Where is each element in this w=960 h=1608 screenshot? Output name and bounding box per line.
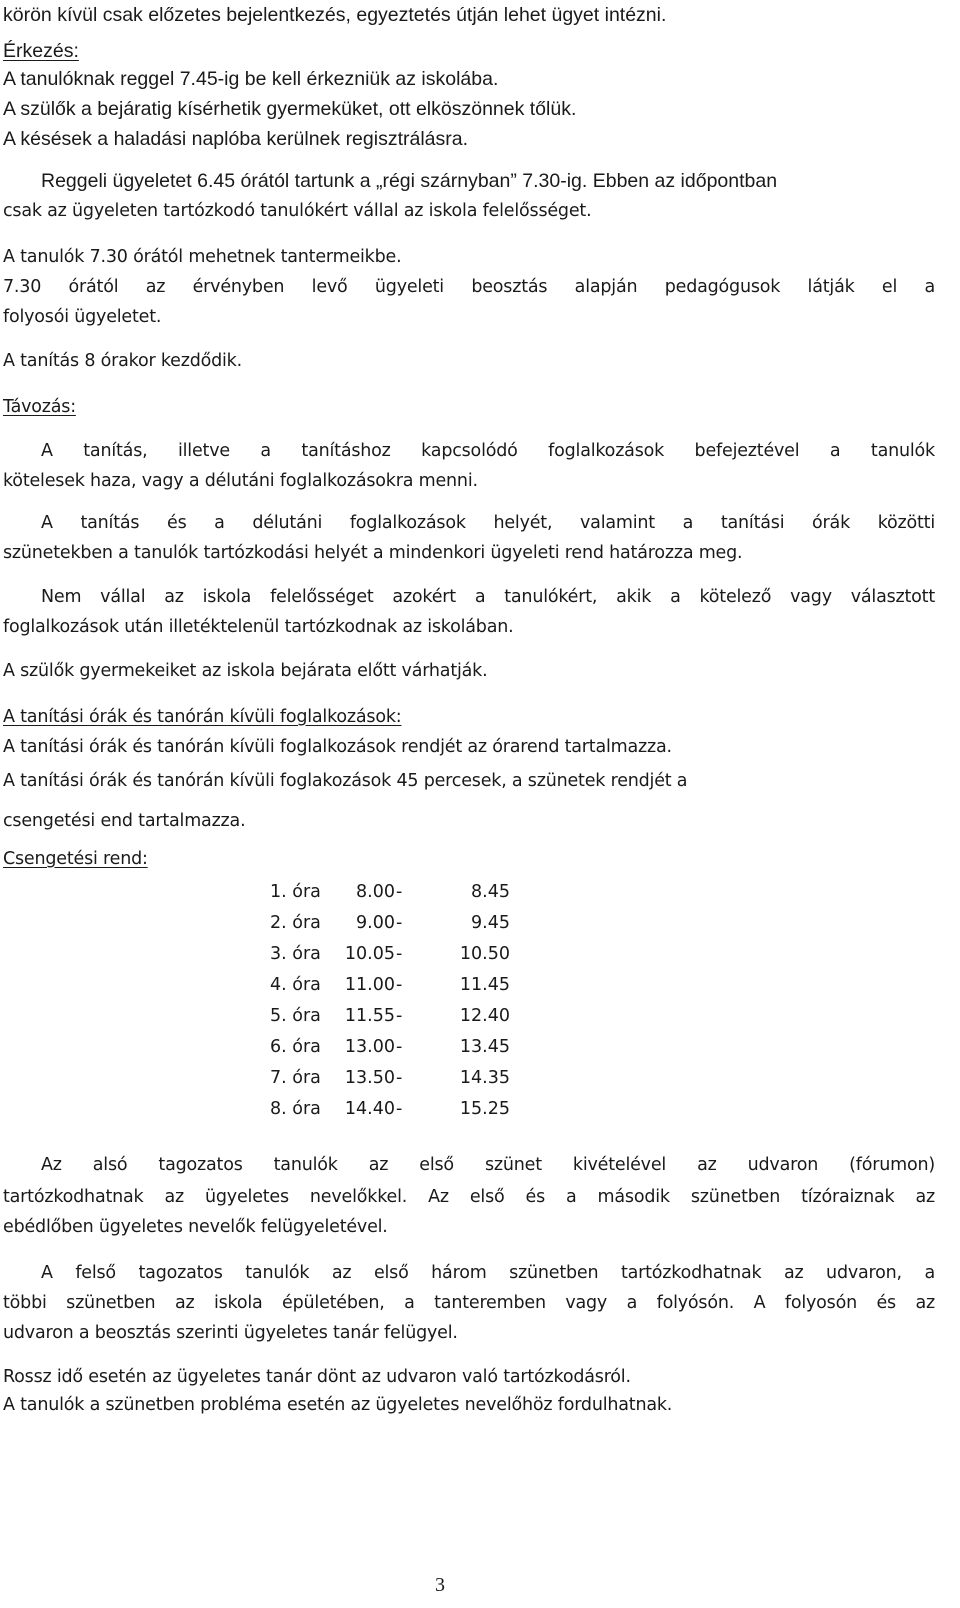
- bell-schedule-heading: Csengetési rend:: [3, 849, 148, 869]
- lesson-start: 14.40: [344, 1099, 395, 1119]
- lesson-end: 14.35: [459, 1068, 510, 1088]
- lessons-line: csengetési end tartalmazza.: [3, 811, 246, 831]
- lessons-line: A tanítási órák és tanórán kívüli foglalkozások rendjét az órarend tartalmazza.: [3, 737, 672, 757]
- start-time-line: A tanítás 8 órakor kezdődik.: [3, 351, 242, 371]
- departure-line: A tanítás, illetve a tanításhoz kapcsolódó foglalkozások befejeztével a tanulók: [41, 441, 935, 461]
- time-separator: -: [396, 1006, 403, 1026]
- lesson-end: 9.45: [471, 913, 510, 933]
- schedule-row: [270, 1064, 530, 1092]
- time-separator: -: [396, 1037, 403, 1057]
- schedule-row: [270, 940, 530, 968]
- corridor-duty-line: 7.30 órától az érvényben levő ügyeleti beosztás alapján pedagógusok látják el a: [3, 277, 935, 297]
- lesson-end: 10.50: [459, 944, 510, 964]
- location-line: A tanítás és a délutáni foglalkozások helyét, valamint a tanítási órák közötti: [41, 513, 935, 533]
- lesson-start: 10.05: [344, 944, 395, 964]
- schedule-row: [270, 1033, 530, 1061]
- lower-grade-line: tartózkodhatnak az ügyeletes nevelőkkel. Az első és a második szünetben tízóraiznak az: [3, 1187, 935, 1207]
- lesson-start: 13.50: [344, 1068, 395, 1088]
- lesson-label: 2. óra: [270, 913, 321, 933]
- schedule-row: [270, 1002, 530, 1030]
- time-separator: -: [396, 1099, 403, 1119]
- time-separator: -: [396, 975, 403, 995]
- lesson-start: 8.00: [356, 882, 395, 902]
- upper-grade-line: többi szünetben az iskola épületében, a tanteremben vagy a folyósón. A folyosón és az: [3, 1293, 935, 1313]
- time-separator: -: [396, 913, 403, 933]
- time-separator: -: [396, 882, 403, 902]
- lesson-start: 9.00: [356, 913, 395, 933]
- upper-grade-line: udvaron a beosztás szerinti ügyeletes tanár felügyel.: [3, 1323, 458, 1343]
- arrival-line: A szülők a bejáratig kísérhetik gyermeküket, ott elköszönnek tőlük.: [3, 98, 577, 120]
- departure-heading: Távozás:: [3, 397, 76, 417]
- weather-line: Rossz idő esetén az ügyeletes tanár dönt az udvaron való tartózkodásról.: [3, 1367, 631, 1387]
- problem-line: A tanulók a szünetben probléma esetén az ügyeletes nevelőhöz fordulhatnak.: [3, 1395, 673, 1415]
- corridor-duty-line: folyosói ügyeletet.: [3, 307, 162, 327]
- lesson-end: 8.45: [471, 882, 510, 902]
- lesson-label: 1. óra: [270, 882, 321, 902]
- departure-line: kötelesek haza, vagy a délutáni foglalkozásokra menni.: [3, 471, 478, 491]
- lesson-end: 13.45: [459, 1037, 510, 1057]
- arrival-heading: Érkezés:: [3, 40, 79, 62]
- lesson-start: 11.00: [344, 975, 395, 995]
- lesson-label: 4. óra: [270, 975, 321, 995]
- morning-duty-line: Reggeli ügyeletet 6.45 órától tartunk a „régi szárnyban” 7.30-ig. Ebben az időpontban: [41, 170, 778, 192]
- lesson-label: 8. óra: [270, 1099, 321, 1119]
- pickup-line: A szülők gyermekeiket az iskola bejárata előtt várhatják.: [3, 661, 488, 681]
- responsibility-line: foglalkozások után illetéktelenül tartózkodnak az iskolában.: [3, 617, 514, 637]
- lower-grade-line: Az alsó tagozatos tanulók az első szünet kivételével az udvaron (fórumon): [41, 1155, 935, 1175]
- lessons-line: A tanítási órák és tanórán kívüli foglakozások 45 percesek, a szünetek rendjét a: [3, 771, 688, 791]
- schedule-row: [270, 878, 530, 906]
- lower-grade-line: ebédlőben ügyeletes nevelők felügyeletével.: [3, 1217, 388, 1237]
- lesson-end: 15.25: [459, 1099, 510, 1119]
- morning-duty-line: csak az ügyeleten tartózkodó tanulókért vállal az iskola felelősséget.: [3, 201, 592, 221]
- time-separator: -: [396, 1068, 403, 1088]
- page-number: 3: [435, 1574, 445, 1596]
- responsibility-line: Nem vállal az iskola felelősséget azokért a tanulókért, akik a kötelező vagy választott: [41, 587, 935, 607]
- lesson-end: 11.45: [459, 975, 510, 995]
- lesson-start: 11.55: [344, 1006, 395, 1026]
- lesson-label: 6. óra: [270, 1037, 321, 1057]
- schedule-row: [270, 971, 530, 999]
- lesson-label: 7. óra: [270, 1068, 321, 1088]
- lesson-start: 13.00: [344, 1037, 395, 1057]
- classroom-line: A tanulók 7.30 órától mehetnek tantermeikbe.: [3, 247, 402, 267]
- arrival-line: A tanulóknak reggel 7.45-ig be kell érkezniük az iskolába.: [3, 68, 499, 90]
- location-line: szünetekben a tanulók tartózkodási helyét a mindenkori ügyeleti rend határozza meg.: [3, 543, 743, 563]
- lesson-label: 5. óra: [270, 1006, 321, 1026]
- arrival-line: A késések a haladási naplóba kerülnek regisztrálásra.: [3, 128, 469, 150]
- schedule-row: [270, 1095, 530, 1123]
- time-separator: -: [396, 944, 403, 964]
- intro-line: körön kívül csak előzetes bejelentkezés, egyeztetés útján lehet ügyet intézni.: [3, 4, 667, 26]
- lesson-label: 3. óra: [270, 944, 321, 964]
- schedule-row: [270, 909, 530, 937]
- upper-grade-line: A felső tagozatos tanulók az első három szünetben tartózkodhatnak az udvaron, a: [41, 1263, 935, 1283]
- lesson-end: 12.40: [459, 1006, 510, 1026]
- lessons-heading: A tanítási órák és tanórán kívüli foglalkozások:: [3, 707, 402, 727]
